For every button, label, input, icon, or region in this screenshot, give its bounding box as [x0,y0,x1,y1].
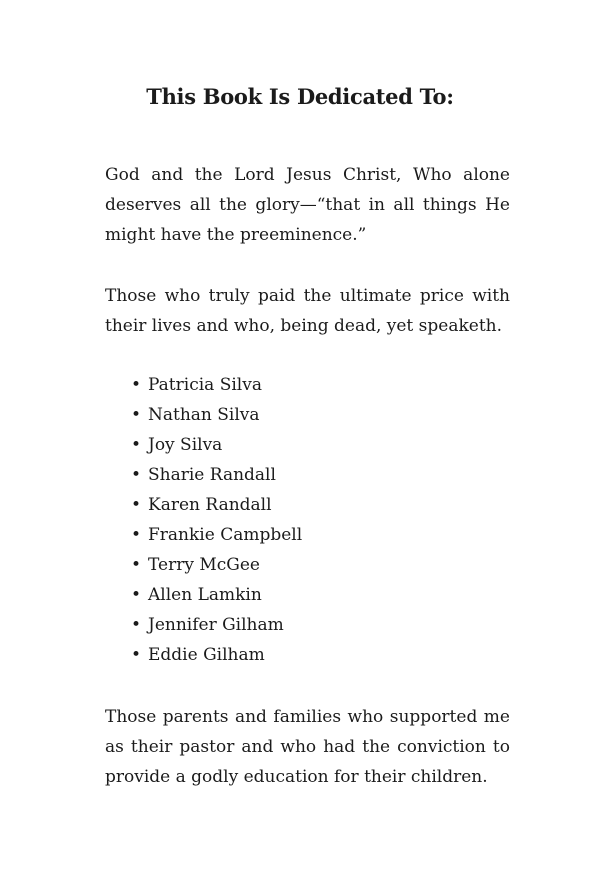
name-text: Allen Lamkin [148,585,262,605]
list-item [131,610,302,640]
name-text: Eddie Gilham [148,645,265,665]
bullet-icon: • [131,555,142,575]
bullet-icon: • [131,525,142,545]
name-text: Sharie Randall [148,465,276,485]
list-item [131,550,302,580]
dedication-paragraph-families: Those parents and families who supported me as their pastor and who had the conviction to provide a godly education for their children. [105,707,510,787]
page-title: This Book Is Dedicated To: [146,84,454,109]
bullet-icon: • [131,465,142,485]
name-text: Patricia Silva [148,375,262,395]
name-text: Frankie Campbell [148,525,303,545]
name-text: Karen Randall [148,495,272,515]
list-item [131,400,302,430]
bullet-icon: • [131,405,142,425]
name-text: Nathan Silva [148,405,260,425]
bullet-icon: • [131,645,142,665]
list-item [131,640,302,670]
list-item [131,430,302,460]
dedication-paragraph-god: God and the Lord Jesus Christ, Who alone deserves all the glory—“that in all things He might have the preeminence.” [105,165,510,245]
names-list [131,370,302,670]
list-item [131,370,302,400]
bullet-icon: • [131,375,142,395]
bullet-icon: • [131,615,142,635]
bullet-icon: • [131,585,142,605]
list-item [131,580,302,610]
dedication-paragraph-martyrs: Those who truly paid the ultimate price with their lives and who, being dead, yet speaketh. [105,286,510,336]
name-text: Joy Silva [148,435,223,455]
bullet-icon: • [131,495,142,515]
list-item [131,460,302,490]
list-item [131,490,302,520]
list-item [131,520,302,550]
bullet-icon: • [131,435,142,455]
name-text: Terry McGee [148,555,260,575]
name-text: Jennifer Gilham [148,615,284,635]
